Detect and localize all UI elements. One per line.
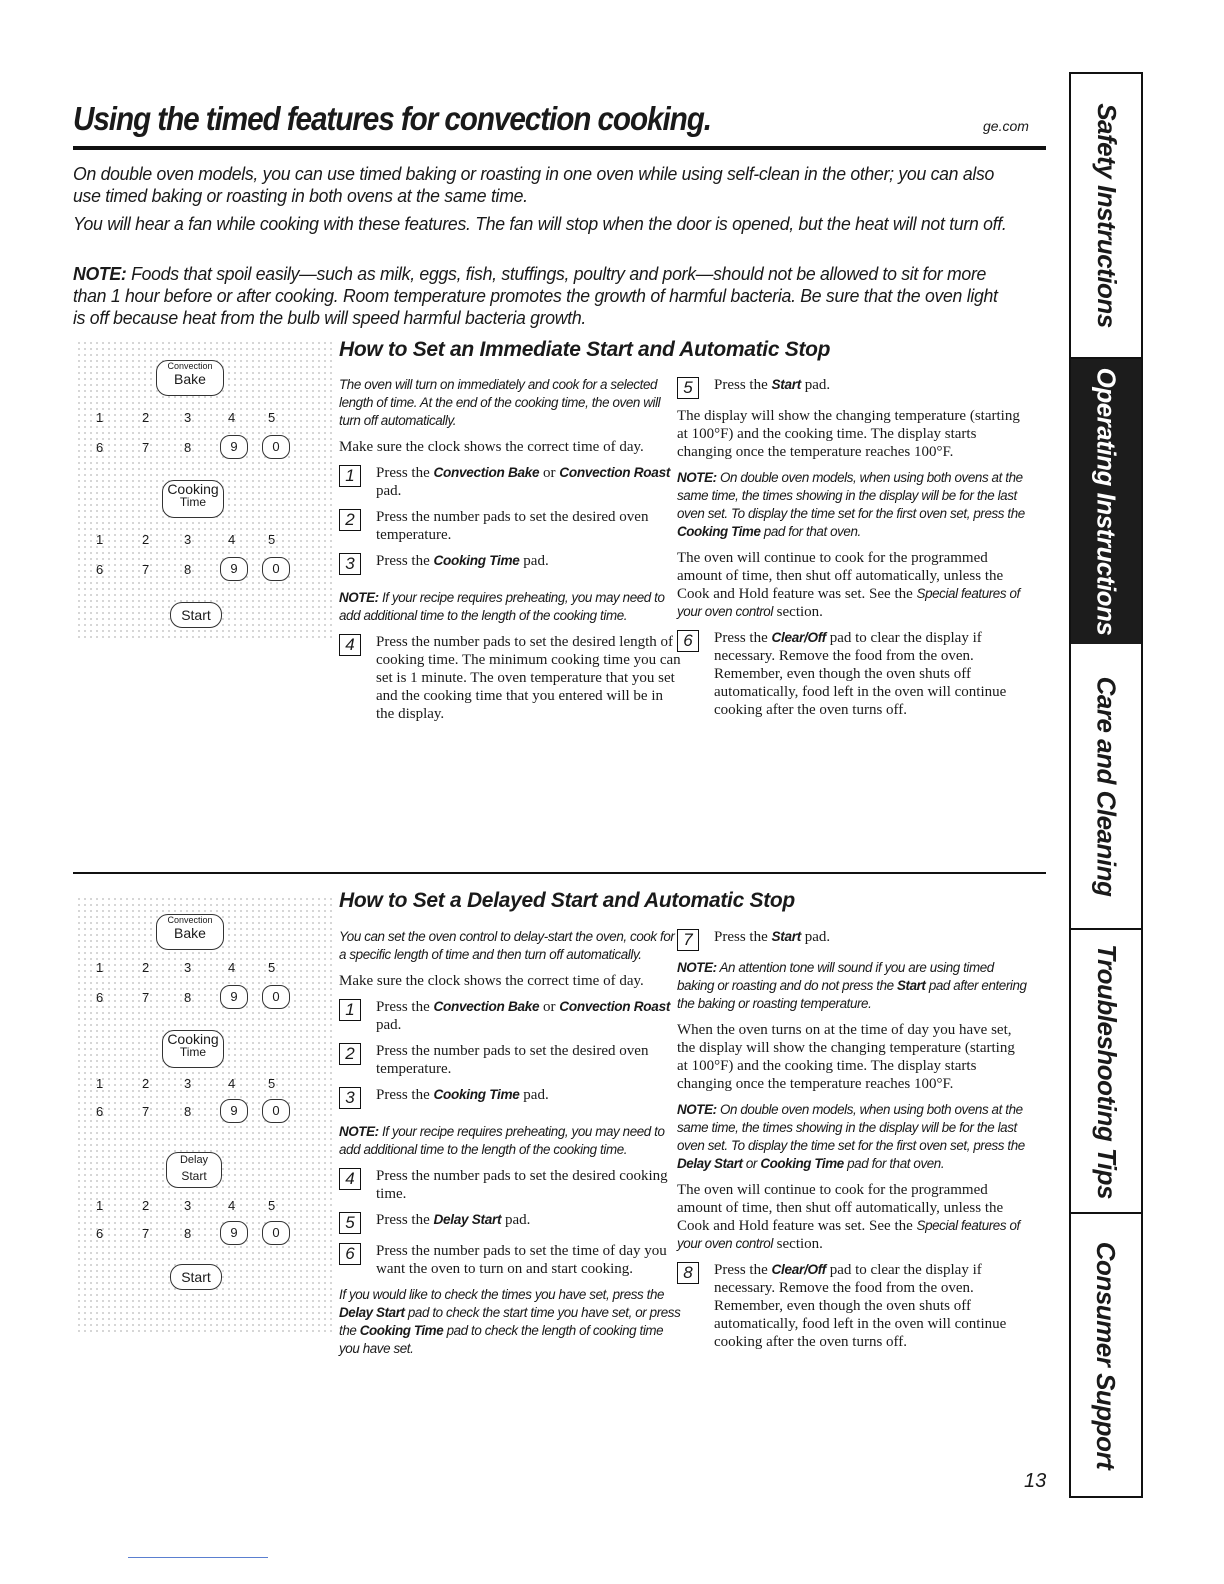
section-2-note-3: NOTE: On double oven models, when using both ovens at the same time, the times showing in the display will be for the last oven set. To display the time set for the first oven set, press the Delay Start or Cooking Time pad for that oven.: [677, 1102, 1025, 1171]
step: 1 Press the Convection Bake or Convection Roast pad.: [339, 464, 684, 500]
section-1-note-2: NOTE: On double oven models, when using both ovens at the same time, the times showing in the display will be for the last oven set. To display the time set for the first oven set, press the Cooking Time pad for that oven.: [677, 470, 1025, 539]
cooking-time-pad: Cooking Time: [162, 1030, 224, 1068]
convection-bake-pad: Convection Bake: [156, 914, 224, 950]
note-text: Foods that spoil easily—such as milk, eggs, fish, stuffings, poultry and pork—should not be allowed to sit for more than 1 hour before or after cooking. Room temperature promotes the growth of harmful bacteria. Be sure that the oven light is off because heat from the bulb will speed harmful bacteria growth.: [73, 263, 998, 328]
keypad-illustration-2: Convection Bake 1 2 3 4 5 6 7 8 9 0 Cooking Time 1 2 3 4 5 6 7 8 9 0 Delay Start 1 2 3 4 5 6 7 8 9 0 Start: [76, 896, 336, 1336]
page-title: Using the timed features for convection cooking.: [73, 100, 711, 137]
section-2-continue: The oven will continue to cook for the programmed amount of time, then shut off automatically, unless the Cook and Hold feature was set. See the Special features of your oven control section.: [677, 1182, 1020, 1252]
section-2-note-2: NOTE: An attention tone will sound if you are using timed baking or roasting and do not press the Start pad after entering the baking or roasting temperature.: [677, 960, 1027, 1011]
step: 4 Press the number pads to set the desired length of cooking time. The minimum cooking time you can set is 1 minute. The oven temperature that you set and the cooking time that you entered will be in the display.: [339, 633, 684, 723]
section-1-right-column: [677, 376, 1027, 727]
tab-operating-instructions[interactable]: Operating Instructions: [1071, 359, 1141, 644]
tab-troubleshooting-tips[interactable]: Troubleshooting Tips: [1071, 930, 1141, 1214]
section-1-left-column: [339, 376, 684, 731]
step: 6 Press the Clear/Off pad to clear the display if necessary. Remove the food from the oven. Remember, even though the oven shuts off automatically, food left in the oven will continue cooking after the oven turns off.: [677, 629, 1027, 719]
section-2-clock: Make sure the clock shows the correct time of day.: [339, 973, 644, 989]
section-divider: [73, 872, 1046, 874]
step: 3 Press the Cooking Time pad.: [339, 552, 684, 575]
site-link[interactable]: ge.com: [983, 118, 1029, 134]
section-1-continue: The oven will continue to cook for the programmed amount of time, then shut off automatically, unless the Cook and Hold feature was set. See the Special features of your oven control section.: [677, 550, 1020, 620]
intro-paragraph-1: On double oven models, you can use timed baking or roasting in one oven while using self-clean in the other; you can also use timed baking or roasting in both ovens at the same time.: [73, 163, 995, 206]
step: 7 Press the Start pad.: [677, 928, 1027, 951]
step: 6 Press the number pads to set the time of day you want the oven to turn on and start cooking.: [339, 1242, 684, 1278]
step: 2 Press the number pads to set the desired oven temperature.: [339, 508, 684, 544]
step: 1 Press the Convection Bake or Convection Roast pad.: [339, 998, 684, 1034]
note-label: NOTE:: [73, 263, 127, 284]
footer-line: [128, 1557, 268, 1558]
intro-paragraph-2: You will hear a fan while cooking with these features. The fan will stop when the door is opened, but the heat will not turn off.: [73, 213, 1007, 234]
step: 5 Press the Delay Start pad.: [339, 1211, 684, 1234]
step: 8 Press the Clear/Off pad to clear the display if necessary. Remove the food from the oven. Remember, even though the oven shuts off automatically, food left in the oven will continue cooking after the oven turns off.: [677, 1261, 1027, 1351]
section-2-lead: You can set the oven control to delay-start the oven, cook for a specific length of time and then turn off automatically.: [339, 929, 675, 962]
tab-safety-instructions[interactable]: Safety Instructions: [1071, 74, 1141, 359]
start-pad: Start: [170, 1264, 222, 1290]
tab-consumer-support[interactable]: Consumer Support: [1091, 1241, 1122, 1469]
section-2-check: If you would like to check the times you have set, press the Delay Start pad to check the start time you have set, or press the Cooking Time pad to check the length of cooking time you have set.: [339, 1287, 681, 1356]
convection-bake-pad: Convection Bake: [156, 360, 224, 396]
section-2-heading: How to Set a Delayed Start and Automatic Stop: [339, 889, 795, 912]
tab-care-and-cleaning[interactable]: Care and Cleaning: [1071, 644, 1141, 930]
cooking-time-pad: Cooking Time: [162, 480, 224, 518]
step: 5 Press the Start pad.: [677, 376, 1027, 399]
section-2-right-column: [677, 928, 1027, 1359]
header-rule: [73, 146, 1046, 150]
step: 4 Press the number pads to set the desired cooking time.: [339, 1167, 684, 1203]
section-2-left-column: [339, 928, 684, 1366]
section-1-lead: The oven will turn on immediately and cook for a selected length of time. At the end of the cooking time, the oven will turn off automatically.: [339, 377, 661, 428]
section-2-display: When the oven turns on at the time of day you have set, the display will show the changing temperature (starting at 100°F) and the cooking time. The display starts changing once the temperature reaches 100°F.: [677, 1022, 1015, 1092]
section-1-clock: Make sure the clock shows the correct time of day.: [339, 439, 644, 455]
step: 3 Press the Cooking Time pad.: [339, 1086, 684, 1109]
page-number: 13: [1024, 1470, 1047, 1492]
intro-note: [73, 263, 1014, 329]
delay-start-pad: Delay Start: [166, 1152, 222, 1188]
side-tabs: [1069, 72, 1143, 1498]
section-2-note: NOTE: If your recipe requires preheating, you may need to add additional time to the length of the cooking time.: [339, 1124, 665, 1157]
step: 2 Press the number pads to set the desired oven temperature.: [339, 1042, 684, 1078]
start-pad: Start: [170, 602, 222, 628]
keypad-illustration-1: Convection Bake 1 2 3 4 5 6 7 8 9 0 Cooking Time 1 2 3 4 5 6 7 8 9 0 Start: [76, 340, 336, 640]
section-1-display: The display will show the changing temperature (starting at 100°F) and the cooking time. The display starts changing once the temperature reaches 100°F.: [677, 408, 1020, 460]
section-1-heading: How to Set an Immediate Start and Automatic Stop: [339, 338, 831, 361]
section-1-note: NOTE: If your recipe requires preheating, you may need to add additional time to the length of the cooking time.: [339, 590, 665, 623]
